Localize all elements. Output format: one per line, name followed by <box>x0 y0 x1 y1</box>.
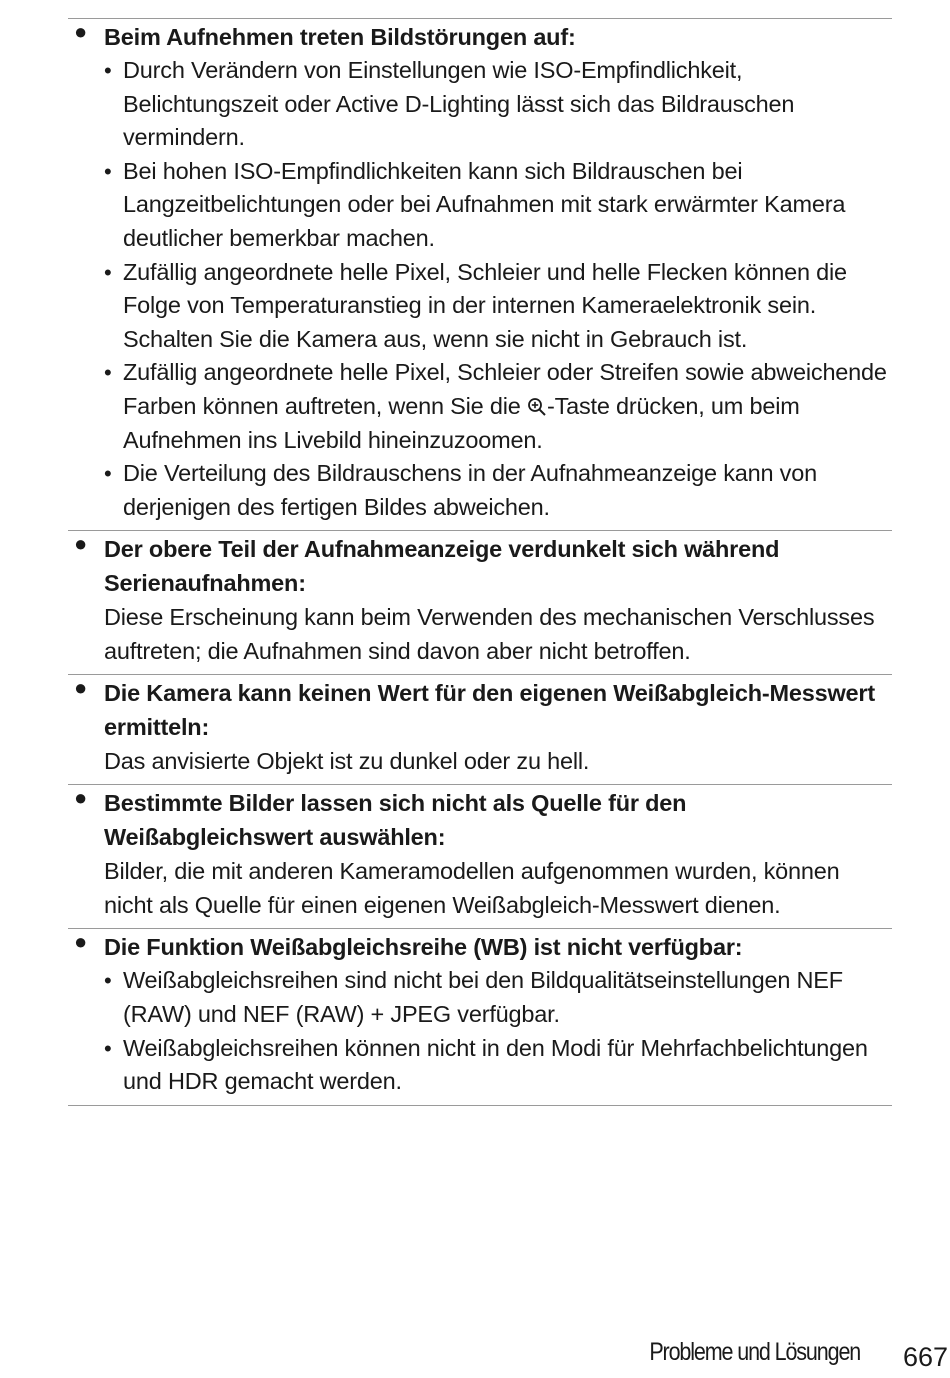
list-item <box>104 457 892 524</box>
list-item-text: Durch Verändern von Einstellungen wie ISO-Empfindlichkeit, Belichtungszeit oder Active D-Lighting lässt sich das Bildrauschen vermindern. <box>123 57 795 151</box>
heading-bullet-icon: ● <box>74 675 88 701</box>
troubleshooting-entry <box>68 530 892 674</box>
list-bullet-icon: • <box>104 360 112 386</box>
entry-body: Bilder, die mit anderen Kameramodellen aufgenommen wurden, können nicht als Quelle für einen eigenen Weißabgleich-Messwert dienen. <box>104 858 840 919</box>
heading-bullet-icon: ● <box>74 929 88 955</box>
list-item <box>104 155 892 256</box>
list-item-text: Weißabgleichsreihen sind nicht bei den Bildqualitätseinstellungen NEF (RAW) und NEF (RAW) + JPEG verfügbar. <box>123 967 843 1027</box>
list-item <box>104 964 892 1031</box>
entry-heading-row <box>68 676 892 744</box>
entry-heading: Der obere Teil der Aufnahmeanzeige verdunkelt sich während Serienaufnahmen: <box>104 536 780 597</box>
troubleshooting-entry <box>68 18 892 530</box>
entry-heading-row <box>68 930 892 964</box>
troubleshooting-entry <box>68 928 892 1105</box>
list-item <box>104 356 892 457</box>
troubleshooting-entry <box>68 784 892 928</box>
list-bullet-icon: • <box>104 58 112 83</box>
list-bullet-icon: • <box>104 259 112 285</box>
list-item-text: Bei hohen ISO-Empfindlichkeiten kann sich Bildrauschen bei Langzeitbelichtungen oder bei Aufnahmen mit stark erwärmter Kamera deutlicher bemerkbar machen. <box>123 157 846 251</box>
zoom-in-icon <box>527 397 547 417</box>
entry-heading: Die Funktion Weißabgleichsreihe (WB) ist nicht verfügbar: <box>104 934 743 961</box>
entry-body: Diese Erscheinung kann beim Verwenden des mechanischen Verschlusses auftreten; die Aufnahmen sind davon aber nicht betroffen. <box>104 604 875 665</box>
list-item-text: Zufällig angeordnete helle Pixel, Schleier und helle Flecken können die Folge von Temperaturanstieg in der internen Kameraelektronik sein. Schalten Sie die Kamera aus, wenn sie nicht in Gebrauch ist. <box>123 258 847 352</box>
entry-heading-row <box>68 786 892 854</box>
footer-section-label: Probleme und Lösungen <box>649 1338 860 1366</box>
list-bullet-icon: • <box>104 968 112 994</box>
page-number: 667 <box>902 1342 948 1372</box>
entry-heading: Beim Aufnehmen treten Bildstörungen auf: <box>104 24 576 50</box>
entry-heading-row <box>68 20 892 54</box>
heading-bullet-icon: ● <box>74 19 88 44</box>
heading-bullet-icon: ● <box>74 531 88 557</box>
document-body <box>68 18 892 1106</box>
entry-heading: Bestimmte Bilder lassen sich nicht als Quelle für den Weißabgleichswert auswählen: <box>104 790 687 851</box>
entry-heading: Die Kamera kann keinen Wert für den eigenen Weißabgleich-Messwert ermitteln: <box>104 680 875 741</box>
list-item-text: Weißabgleichsreihen können nicht in den Modi für Mehrfachbelichtungen und HDR gemacht werden. <box>123 1034 868 1095</box>
list-item <box>104 1032 892 1099</box>
list-item <box>104 256 892 357</box>
list-item-text-before-icon: Zufällig angeordnete helle Pixel, Schleier oder Streifen sowie abweichende Farben können auftreten, wenn Sie die <box>123 359 887 419</box>
entry-body: Das anvisierte Objekt ist zu dunkel oder zu hell. <box>104 748 590 775</box>
list-item-text: Die Verteilung des Bildrauschens in der Aufnahmeanzeige kann von derjenigen des fertigen Bildes abweichen. <box>123 460 817 520</box>
entry-heading-row <box>68 532 892 600</box>
entry-item-list <box>68 964 892 1098</box>
list-bullet-icon: • <box>104 1035 112 1061</box>
heading-bullet-icon: ● <box>74 785 88 811</box>
entry-item-list <box>68 54 892 524</box>
list-item-text-after-icon: -Taste drücken, um beim Aufnehmen ins Livebild hineinzuzoomen. <box>123 392 800 453</box>
page-footer <box>0 1338 950 1378</box>
list-bullet-icon: • <box>104 461 112 487</box>
troubleshooting-entry <box>68 674 892 784</box>
list-bullet-icon: • <box>104 158 112 184</box>
list-item <box>104 54 892 155</box>
